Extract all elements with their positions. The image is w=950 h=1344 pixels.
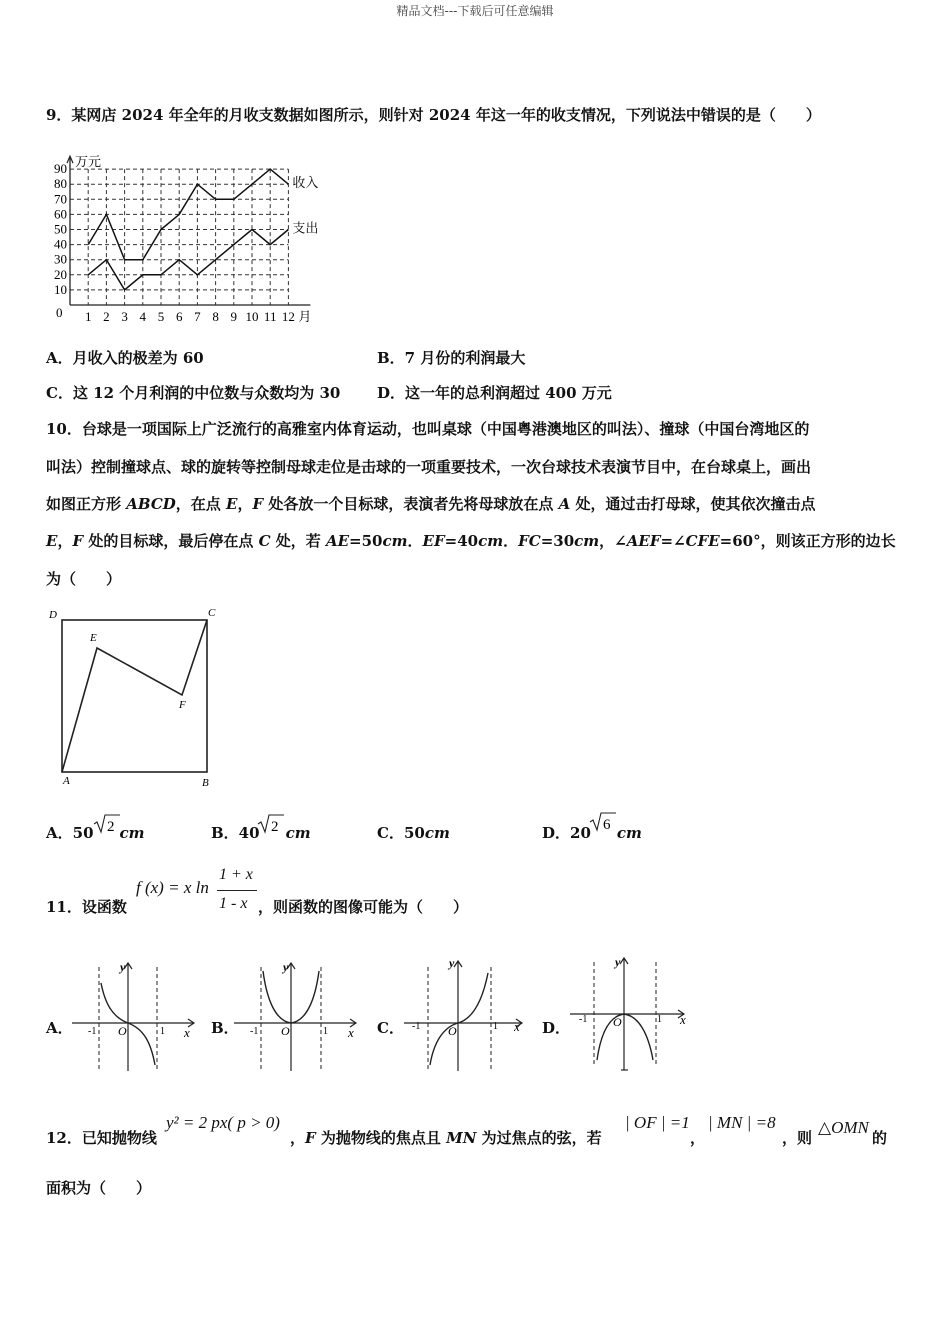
q9-stem: 9．某网店 2024 年全年的月收支数据如图所示，则针对 2024 年这一年的收支情况，下列说法中错误的是（ ） bbox=[46, 106, 821, 124]
svg-text:2: 2 bbox=[107, 819, 115, 835]
ball-path bbox=[62, 620, 207, 772]
x-tick-label: 9 bbox=[230, 309, 238, 324]
label-C: C bbox=[208, 607, 216, 619]
y-tick-label: 60 bbox=[54, 206, 67, 222]
q12-parabola-expr: y² = 2 px( p > 0) bbox=[166, 1113, 280, 1132]
q10-line2: 叫法）控制撞球点、球的旋转等控制母球走位是击球的一项重要技术，一次台球技术表演节目中，在台球桌上，画出 bbox=[46, 458, 812, 476]
x-tick-label: 4 bbox=[139, 309, 147, 324]
y-tick-label: 40 bbox=[54, 236, 67, 252]
x-tick-label: 3 bbox=[121, 309, 128, 324]
chart-axes bbox=[67, 156, 310, 305]
q10-option-c: C．50cm bbox=[377, 824, 450, 842]
q9-option-b: B．7 月份的利润最大 bbox=[377, 349, 526, 367]
q11-graph-c bbox=[400, 955, 530, 1075]
q11-option-a-label: A． bbox=[46, 1019, 73, 1037]
q11-frac-num: 1 + x bbox=[219, 866, 253, 883]
svg-text:-1: -1 bbox=[579, 1014, 588, 1025]
svg-text:x: x bbox=[514, 1019, 520, 1034]
q10-option-d: D．20 cm bbox=[542, 824, 642, 842]
q12-mn-expr: | MN | =8 bbox=[708, 1113, 776, 1132]
svg-text:1: 1 bbox=[657, 1014, 662, 1025]
q9-option-a: A．月收入的极差为 60 bbox=[46, 349, 204, 367]
y-tick-label: 10 bbox=[54, 281, 67, 297]
q10-line5: 为（ ） bbox=[46, 570, 122, 588]
q11-graph-d bbox=[566, 952, 696, 1074]
series-label: 支出 bbox=[292, 220, 319, 236]
q9-income-expense-chart bbox=[40, 142, 319, 327]
origin-label: 0 bbox=[56, 305, 63, 320]
q12-stem-mid: ，F 为抛物线的焦点且 MN 为过焦点的弦，若 bbox=[290, 1129, 602, 1147]
svg-text:2: 2 bbox=[271, 819, 279, 835]
svg-text:1: 1 bbox=[493, 1021, 498, 1032]
chart-grid bbox=[70, 169, 288, 305]
label-F: F bbox=[179, 699, 186, 711]
page-header: 精品文档---下载后可任意编辑 bbox=[396, 4, 554, 18]
q12-stem-a: 12．已知抛物线 bbox=[46, 1129, 157, 1147]
q10-option-d-sqrt bbox=[588, 810, 618, 834]
svg-text:1: 1 bbox=[323, 1026, 328, 1037]
svg-text:y: y bbox=[283, 960, 289, 974]
chart-series bbox=[88, 169, 288, 290]
series-line-expense bbox=[88, 230, 288, 290]
label-D: D bbox=[49, 609, 57, 621]
svg-text:-1: -1 bbox=[250, 1026, 259, 1037]
y-tick-label: 30 bbox=[54, 251, 67, 267]
svg-text:y: y bbox=[120, 960, 126, 974]
label-A: A bbox=[63, 775, 70, 787]
y-tick-label: 80 bbox=[54, 176, 67, 192]
x-tick-label: 8 bbox=[212, 309, 219, 324]
q11-func-lhs: f (x) = x ln bbox=[136, 878, 209, 897]
q12-line2: 面积为（ ） bbox=[46, 1179, 152, 1197]
q10-option-a-sqrt bbox=[92, 812, 122, 836]
y-tick-label: 90 bbox=[54, 161, 67, 177]
q12-of-expr: | OF | =1 bbox=[625, 1113, 690, 1132]
q10-option-b: B．40 cm bbox=[211, 824, 311, 842]
x-tick-label: 2 bbox=[103, 309, 110, 324]
svg-text:y: y bbox=[449, 956, 455, 970]
svg-text:-1: -1 bbox=[412, 1021, 421, 1032]
x-tick-label: 5 bbox=[157, 309, 165, 324]
q10-option-b-sqrt bbox=[256, 812, 286, 836]
y-axis-label: 万元 bbox=[75, 154, 102, 170]
q9-option-c: C．这 12 个月利润的中位数与众数均为 30 bbox=[46, 384, 341, 402]
svg-text:O: O bbox=[281, 1024, 290, 1038]
svg-text:-1: -1 bbox=[88, 1026, 97, 1037]
q11-frac-den: 1 - x bbox=[219, 895, 248, 912]
y-tick-label: 50 bbox=[54, 221, 67, 237]
svg-text:y: y bbox=[615, 955, 621, 969]
q12-then: ，则 bbox=[782, 1129, 813, 1147]
y-tick-label: 70 bbox=[54, 191, 67, 207]
x-tick-label: 7 bbox=[194, 309, 201, 324]
svg-text:1: 1 bbox=[160, 1026, 165, 1037]
q11-stem-a: 11．设函数 bbox=[46, 898, 127, 916]
q11-graph-b bbox=[232, 955, 362, 1075]
q10-square-figure bbox=[44, 604, 224, 794]
q10-line3: 如图正方形 ABCD，在点 E，F 处各放一个目标球，表演者先将母球放在点 A 处，通过击打母球，使其依次撞击点 bbox=[46, 495, 816, 513]
series-line-income bbox=[88, 169, 288, 260]
svg-text:O: O bbox=[448, 1024, 457, 1038]
q11-stem-b: ，则函数的图像可能为（ ） bbox=[258, 898, 469, 916]
q11-option-d-label: D． bbox=[542, 1019, 571, 1037]
svg-text:x: x bbox=[680, 1012, 686, 1027]
svg-text:x: x bbox=[348, 1025, 354, 1040]
q12-comma: ， bbox=[690, 1129, 706, 1147]
y-tick-label: 20 bbox=[54, 266, 67, 282]
x-tick-label: 11 bbox=[263, 309, 277, 324]
x-tick-label: 6 bbox=[175, 309, 183, 324]
svg-text:O: O bbox=[613, 1015, 622, 1029]
q12-tail: 的 bbox=[872, 1129, 888, 1147]
label-B: B bbox=[202, 777, 209, 789]
q11-graph-a bbox=[70, 955, 200, 1075]
q10-line4: E，F 处的目标球，最后停在点 C 处，若 AE=50cm．EF=40cm．FC=30cm，∠AEF=∠CFE=60°，则该正方形的边长 bbox=[46, 532, 896, 550]
svg-text:O: O bbox=[118, 1024, 127, 1038]
series-label: 收入 bbox=[292, 175, 319, 191]
x-tick-label: 1 bbox=[84, 309, 92, 324]
x-axis-label: 月 bbox=[298, 309, 312, 324]
x-tick-label: 12 bbox=[281, 309, 295, 324]
q11-option-b-label: B． bbox=[211, 1019, 239, 1037]
label-E: E bbox=[90, 632, 97, 644]
q11-option-c-label: C． bbox=[377, 1019, 404, 1037]
q11-frac-bar bbox=[217, 890, 257, 891]
svg-text:x: x bbox=[184, 1025, 190, 1040]
q9-option-d: D．这一年的总利润超过 400 万元 bbox=[377, 384, 612, 402]
svg-text:6: 6 bbox=[603, 817, 611, 833]
q10-line1: 10．台球是一项国际上广泛流行的高雅室内体育运动，也叫桌球（中国粤港澳地区的叫法）、撞球（中国台湾地区的 bbox=[46, 420, 810, 438]
q10-option-a: A．50 cm bbox=[46, 824, 145, 842]
chart-labels bbox=[54, 154, 318, 324]
q12-triangle-expr: △OMN bbox=[818, 1118, 869, 1137]
x-tick-label: 10 bbox=[245, 309, 259, 324]
